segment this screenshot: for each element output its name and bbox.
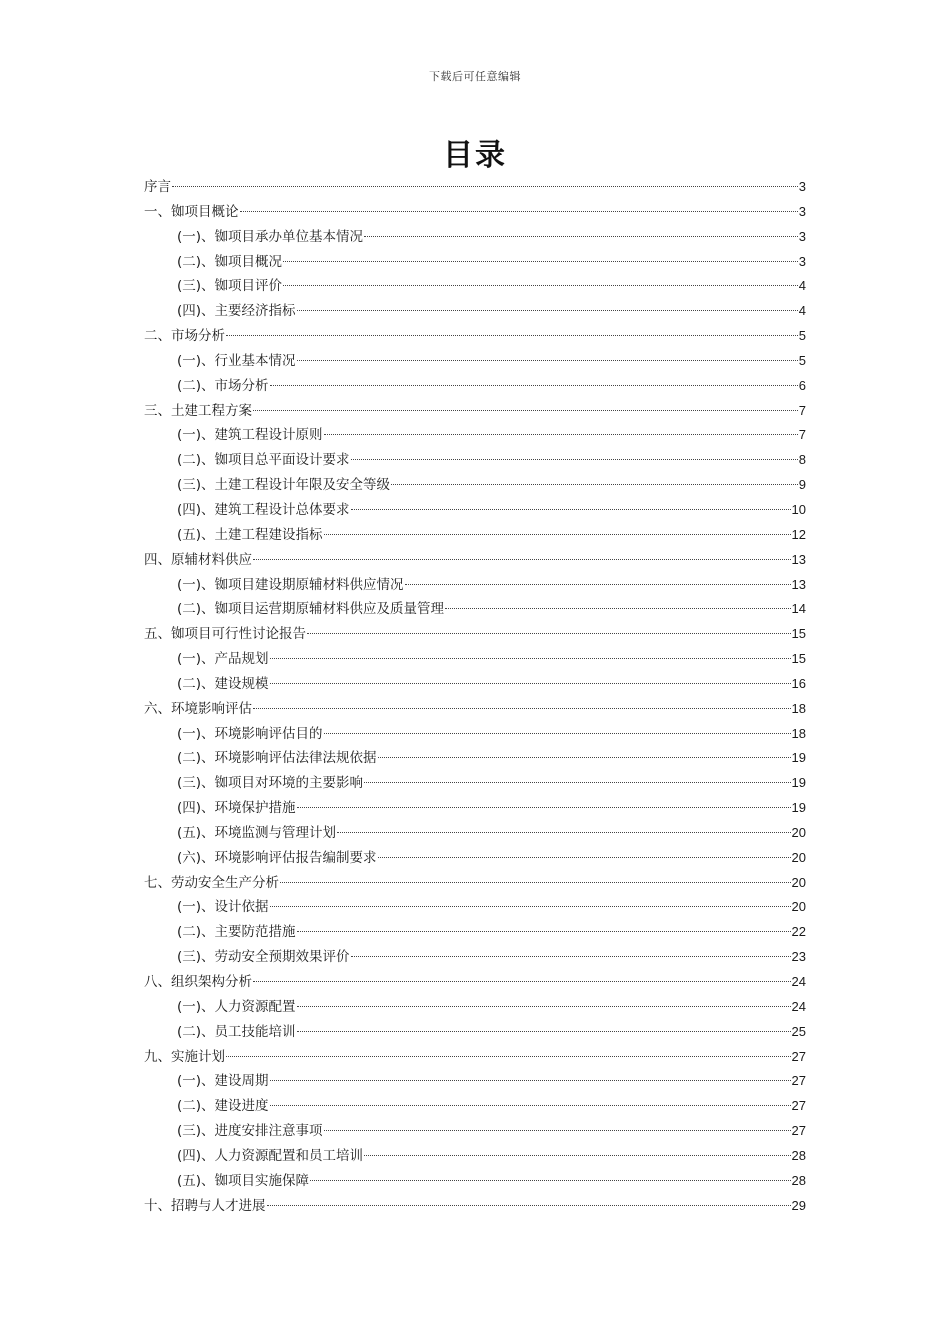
toc-dot-leader	[226, 335, 798, 336]
toc-entry-page-number: 13	[791, 551, 806, 567]
toc-entry-label: (五)、土建工程建设指标	[177, 526, 323, 543]
toc-entry-page-number: 3	[798, 228, 806, 244]
toc-entry[interactable]	[144, 200, 806, 225]
toc-entry-label: (一)、设计依据	[177, 899, 269, 916]
toc-entry[interactable]	[144, 523, 806, 548]
toc-dot-leader	[378, 757, 791, 758]
toc-entry-label: (二)、环境影响评估法律法规依据	[177, 750, 377, 767]
toc-entry-label: (三)、劳动安全预期效果评价	[177, 949, 350, 966]
toc-entry-label: (二)、市场分析	[177, 377, 269, 394]
toc-entry-label: (三)、铷项目评价	[177, 278, 283, 295]
toc-entry-label: (六)、环境影响评估报告编制要求	[177, 849, 377, 866]
toc-entry-label: 九、实施计划	[144, 1048, 225, 1065]
table-of-contents	[144, 175, 806, 1218]
toc-entry-label: (二)、铷项目概况	[177, 253, 283, 270]
toc-dot-leader	[324, 733, 791, 734]
toc-entry-label: (一)、建筑工程设计原则	[177, 427, 323, 444]
toc-entry[interactable]	[144, 399, 806, 424]
toc-entry-label: (三)、铷项目对环境的主要影响	[177, 775, 364, 792]
toc-entry-page-number: 27	[791, 1123, 806, 1139]
toc-entry-page-number: 28	[791, 1147, 806, 1163]
toc-dot-leader	[253, 410, 798, 411]
toc-dot-leader	[240, 211, 798, 212]
toc-entry-label: (四)、主要经济指标	[177, 303, 296, 320]
toc-entry-page-number: 20	[791, 874, 806, 890]
toc-dot-leader	[445, 608, 790, 609]
toc-entry-label: (四)、建筑工程设计总体要求	[177, 501, 350, 518]
toc-entry-label: 七、劳动安全生产分析	[144, 874, 279, 891]
toc-entry-page-number: 5	[798, 328, 806, 344]
toc-dot-leader	[253, 708, 791, 709]
toc-dot-leader	[297, 360, 798, 361]
toc-entry[interactable]	[144, 374, 806, 399]
toc-entry-label: (一)、铷项目建设期原辅材料供应情况	[177, 576, 404, 593]
toc-entry-page-number: 13	[791, 576, 806, 592]
toc-entry-label: (一)、铷项目承办单位基本情况	[177, 228, 364, 245]
toc-dot-leader	[297, 1006, 791, 1007]
toc-entry[interactable]	[144, 1119, 806, 1144]
toc-dot-leader	[310, 1180, 790, 1181]
toc-entry[interactable]	[144, 473, 806, 498]
toc-entry-page-number: 19	[791, 800, 806, 816]
toc-dot-leader	[391, 484, 798, 485]
toc-entry-label: (一)、环境影响评估目的	[177, 725, 323, 742]
toc-dot-leader	[270, 906, 791, 907]
toc-entry[interactable]	[144, 1169, 806, 1194]
toc-entry-page-number: 6	[798, 377, 806, 393]
toc-entry[interactable]	[144, 1094, 806, 1119]
toc-entry-label: (二)、主要防范措施	[177, 924, 296, 941]
toc-entry[interactable]	[144, 349, 806, 374]
toc-entry-label: 一、铷项目概论	[144, 203, 239, 220]
toc-entry-label: (五)、环境监测与管理计划	[177, 824, 337, 841]
toc-entry-page-number: 12	[791, 526, 806, 542]
toc-entry[interactable]	[144, 1144, 806, 1169]
toc-entry-page-number: 3	[798, 203, 806, 219]
toc-entry-label: (三)、进度安排注意事项	[177, 1123, 323, 1140]
toc-entry[interactable]	[144, 175, 806, 200]
toc-dot-leader	[351, 459, 798, 460]
toc-entry[interactable]	[144, 871, 806, 896]
toc-dot-leader	[283, 285, 798, 286]
toc-entry[interactable]	[144, 945, 806, 970]
toc-entry-label: 八、组织架构分析	[144, 974, 252, 990]
toc-entry-page-number: 15	[791, 651, 806, 667]
toc-entry-page-number: 22	[791, 924, 806, 940]
toc-entry[interactable]	[144, 225, 806, 250]
toc-title: 目录	[443, 138, 507, 173]
toc-dot-leader	[324, 434, 798, 435]
toc-entry[interactable]	[144, 573, 806, 598]
toc-entry[interactable]	[144, 970, 806, 995]
toc-dot-leader	[324, 1130, 791, 1131]
toc-dot-leader	[253, 559, 791, 560]
toc-dot-leader	[364, 1155, 790, 1156]
toc-dot-leader	[253, 981, 791, 982]
toc-entry-page-number: 27	[791, 1073, 806, 1089]
toc-entry[interactable]	[144, 274, 806, 299]
toc-entry[interactable]	[144, 895, 806, 920]
toc-entry-label: (二)、建设进度	[177, 1098, 269, 1115]
toc-entry-page-number: 5	[798, 352, 806, 368]
toc-entry-label: (三)、土建工程设计年限及安全等级	[177, 477, 391, 494]
toc-entry-page-number: 16	[791, 675, 806, 691]
toc-entry[interactable]	[144, 846, 806, 871]
toc-dot-leader	[172, 186, 798, 187]
toc-entry-page-number: 19	[791, 750, 806, 766]
toc-entry[interactable]	[144, 299, 806, 324]
toc-dot-leader	[324, 534, 791, 535]
toc-entry-label: 五、铷项目可行性讨论报告	[144, 626, 306, 643]
toc-dot-leader	[297, 310, 798, 311]
toc-entry-label: (一)、人力资源配置	[177, 998, 296, 1015]
toc-entry-label: 六、环境影响评估	[144, 700, 252, 717]
toc-entry-label: (二)、建设规模	[177, 675, 269, 692]
toc-entry-page-number: 7	[798, 427, 806, 443]
toc-dot-leader	[226, 1056, 791, 1057]
toc-entry-label: (一)、产品规划	[177, 651, 269, 668]
toc-entry-page-number: 20	[791, 899, 806, 915]
toc-entry[interactable]	[144, 920, 806, 945]
toc-entry-page-number: 3	[798, 179, 806, 194]
toc-entry-label: (五)、铷项目实施保障	[177, 1172, 310, 1189]
toc-entry-label: 三、土建工程方案	[144, 402, 252, 419]
toc-entry-label: (一)、建设周期	[177, 1073, 269, 1090]
toc-dot-leader	[267, 1205, 791, 1206]
toc-entry[interactable]	[144, 771, 806, 796]
toc-entry-label: (四)、人力资源配置和员工培训	[177, 1147, 364, 1164]
toc-dot-leader	[351, 509, 791, 510]
toc-dot-leader	[364, 782, 790, 783]
toc-entry-label: 十、招聘与人才进展	[144, 1197, 266, 1214]
toc-entry-label: (二)、铷项目总平面设计要求	[177, 452, 350, 469]
toc-dot-leader	[297, 807, 791, 808]
toc-dot-leader	[270, 1080, 791, 1081]
toc-entry-page-number: 18	[791, 700, 806, 716]
toc-entry-page-number: 3	[798, 253, 806, 269]
toc-dot-leader	[283, 261, 798, 262]
toc-entry-page-number: 10	[791, 501, 806, 517]
toc-entry-label: 二、市场分析	[144, 328, 225, 345]
toc-entry-page-number: 29	[791, 1197, 806, 1213]
toc-entry[interactable]	[144, 1069, 806, 1094]
toc-dot-leader	[364, 236, 798, 237]
toc-entry-page-number: 4	[798, 278, 806, 294]
toc-entry-page-number: 15	[791, 626, 806, 642]
toc-entry-page-number: 7	[798, 402, 806, 418]
toc-entry[interactable]	[144, 995, 806, 1020]
toc-entry[interactable]	[144, 746, 806, 771]
toc-entry-page-number: 4	[798, 303, 806, 319]
toc-entry-page-number: 20	[791, 824, 806, 840]
toc-dot-leader	[307, 633, 791, 634]
toc-entry-page-number: 23	[791, 949, 806, 965]
toc-entry-page-number: 24	[791, 998, 806, 1014]
toc-dot-leader	[270, 683, 791, 684]
toc-dot-leader	[351, 956, 791, 957]
toc-entry[interactable]	[144, 697, 806, 722]
toc-entry-page-number: 18	[791, 725, 806, 741]
toc-dot-leader	[405, 584, 791, 585]
toc-dot-leader	[297, 931, 791, 932]
toc-entry-page-number: 20	[791, 849, 806, 865]
toc-entry-page-number: 14	[791, 601, 806, 617]
toc-entry[interactable]	[144, 498, 806, 523]
toc-entry-page-number: 24	[791, 974, 806, 989]
toc-entry-label: 四、原辅材料供应	[144, 551, 252, 568]
toc-entry[interactable]	[144, 448, 806, 473]
toc-entry-label: (二)、员工技能培训	[177, 1023, 296, 1040]
toc-entry-page-number: 25	[791, 1023, 806, 1039]
toc-dot-leader	[270, 1105, 791, 1106]
toc-entry[interactable]	[144, 1020, 806, 1045]
toc-entry[interactable]	[144, 821, 806, 846]
toc-dot-leader	[270, 385, 798, 386]
toc-entry-page-number: 9	[798, 477, 806, 493]
toc-entry[interactable]	[144, 250, 806, 275]
toc-entry[interactable]	[144, 423, 806, 448]
toc-entry-label: (四)、环境保护措施	[177, 800, 296, 817]
toc-entry-label: 序言	[144, 179, 171, 195]
toc-dot-leader	[280, 882, 791, 883]
toc-entry-label: (一)、行业基本情况	[177, 352, 296, 369]
toc-entry-page-number: 28	[791, 1172, 806, 1188]
toc-entry[interactable]	[144, 324, 806, 349]
toc-entry[interactable]	[144, 622, 806, 647]
toc-entry-page-number: 8	[798, 452, 806, 468]
toc-entry[interactable]	[144, 1045, 806, 1070]
toc-entry[interactable]	[144, 548, 806, 573]
toc-dot-leader	[297, 1031, 791, 1032]
toc-entry-page-number: 19	[791, 775, 806, 791]
toc-entry[interactable]	[144, 1194, 806, 1219]
toc-entry[interactable]	[144, 597, 806, 622]
page-header: 下载后可任意编辑	[429, 70, 521, 83]
toc-dot-leader	[378, 857, 791, 858]
toc-entry[interactable]	[144, 672, 806, 697]
toc-entry-page-number: 27	[791, 1048, 806, 1064]
toc-entry[interactable]	[144, 722, 806, 747]
toc-entry-page-number: 27	[791, 1098, 806, 1114]
toc-entry[interactable]	[144, 647, 806, 672]
toc-entry-label: (二)、铷项目运营期原辅材料供应及质量管理	[177, 601, 445, 618]
toc-dot-leader	[337, 832, 790, 833]
toc-entry[interactable]	[144, 796, 806, 821]
toc-dot-leader	[270, 658, 791, 659]
